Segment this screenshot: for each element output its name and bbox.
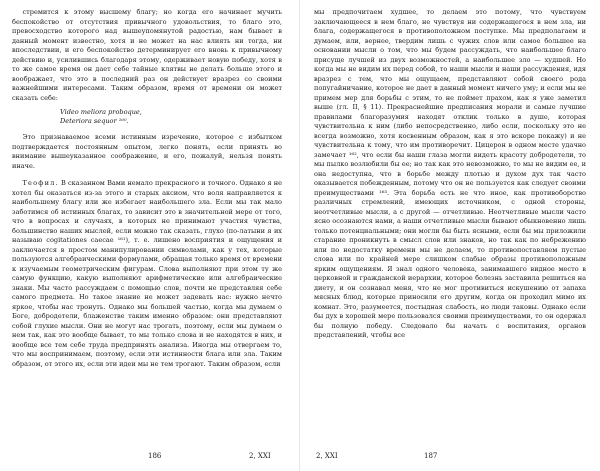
speaker-name: Теофил. (22, 179, 59, 187)
left-paragraph-2: Это признаваемое всеми истинным изречение, которое с избытком подтверждается постоянным опытом, легко понять, если принять во внимание вышеуказанное соображение, и его, пожалуй, нельзя понять иначе. (12, 133, 282, 170)
left-text-column (12, 8, 282, 369)
left-section-marker: 2, XXI (249, 452, 271, 460)
left-paragraph-1: стремится к этому высшему благу; но когда его начинает мучить беспокойство от отсутствия привычного удовольствия, то благо это, превосходство которого над вышеупомянутой радостью, нам бывает в данный момент известно, хотя и не может на нас влиять ни тогда, ни впоследствии, и его беспокойство детерминирует его вновь к привычному действию и, усилившись благодаря этому, одерживает новую победу, хотя в то же самое время он дает себе тайные клятвы не делать больше этого и воображает, что это в последний раз он действует вразрез со своими важнейшими интересами. Таким образом, время от времени он может сказать себе: (12, 8, 282, 102)
left-page-number: 186 (148, 452, 162, 460)
quote-line-1: Video meliora proboque, (60, 108, 142, 116)
latin-quote (60, 108, 282, 126)
right-section-marker: 2, XXI (316, 452, 338, 460)
right-text-column (314, 8, 586, 341)
left-paragraph-3 (12, 179, 282, 369)
left-paragraph-3-text: В сказанном Вами немало прекрасного и точного. Однако я не хотел бы оказаться из-за этого и старых аксиом, что воля направляется к наибольшему благу или же избегает наибольшего зла. Если мы так мало заботимся об истинных благах, то зависит это в значительной мере от того, что в вопросах и случаях, в которых не принимают участия чувства, большинство наших мыслей, если можно так сказать, глухо (по-латыни я их называю cogitationes caecae ¹⁶¹), т. е. лишено восприятия и ощущения и заключается в простом манипулировании символами, как у тех, которые пользуются алгебраическими формулами, обращая только время от времени к изучаемым геометрическим фигурам. Слова выполняют при этом ту же самую функцию, какую выполняют арифметические или алгебраические знаки. Мы часто рассуждаем с помощью слов, почти не представляя себе самого предмета. Но такое знание не может задевать нас: нужно нечто яркое, чтобы нас тронуть. Однако мы большей частью, когда мы думаем о Боге, добродетели, блаженстве таким именно образом: они представляют собой глухие мысли. Они не могут нас трогать, поэтому, если мы думаем о нем так, как это вообще бывает, то мы только слова и не находятся в них, и вообще все тем себе труда предпринять анализа. Иногда мы отвергаем то, что мы воспринимаем, поэтому, если эти истинности блага или зла. Таким образом, от этого их, если эти идеи мы не тем трогают. Таким образом, если (12, 179, 282, 368)
quote-line-2: Deteriora sequor ¹⁶⁰. (60, 117, 129, 125)
right-page (300, 0, 600, 471)
right-page-number: 187 (424, 452, 438, 460)
right-paragraph-1: мы предпочитаем худшее, то делаем это потому, что чувствуем заключающееся в нем благо, не чувствуя ни содержащегося в нем зла, ни блага, содержащегося в противоположном поступке. Мы предполагаем и думаем, или, вернее, твердим лишь с чужих слов или самое большее на основании мысли о том, что мы будем рассуждать, что наибольшее благо присуще лучшей из двух возможностей, а наибольшее зло — худшей. Но когда мы не видим их перед собой, то наши мысли и наши рассуждения, идя вразрез с тем, что мы ощущаем, представляют собой своего рода попугайничание, которое не дает в данный момент ничего уму; и если мы не примем мер для борьбы с этим, то не поймет прахом, как я уже заметил выше (гл. II, § 11). Прекраснейшие предписания морали и самые лучшие правилами благоразумия находят отклик только в душе, которая чувствительна к ним (либо непосредственно, либо если, поскольку это не всегда возможно, хотя косвенным образом, как я это вскоре покажу) и не чувствительна к тому, что им противоречит. Цицерон в одном месте удачно замечает ¹⁶², что если бы наши глаза могли видеть красоту добродетели, то мы пылко возлюбили бы ее; но так как это невозможно, то мы не видим ее, и она недоступна, что в борьбе между плотью и духом дух так часто оказывается побежденным, потому что он не пользуется как следует своими преимуществами ¹⁶³. Эта борьба есть не что иное, как противоборство различных стремлений, имеющих источником, с одной стороны, неотчетливые мысли, а с другой — отчетливые. Неотчетливые мысли часто ясно осознаются нами, а наши отчетливые мысли бывают обыкновенно лишь только потенциальными; они могли бы быть ясными, если бы мы приложили старание проникнуть в смысл слов или знаков, но так как по небрежению или по недостатку времени мы не делаем, то противопоставляем пустые слова или по крайней мере слишком слабые образы противоположным ярким ощущениям. Я знал одного человека, занимавшего видное место в церковной и гражданской иерархии, которое болезнь заставила решиться на диету, и он сознавал меня, что не мог противиться искушению от запаха мясных блюд, которые приносили его другим, когда он проходил мимо их комнат. Это, разумеется, постыдная слабость, но люди таковы. Однако если бы дух в хорошей мере пользовался своими преимуществами, то он одержал бы полную победу. Следовало бы начать с воспитания, органов представлений, чтобы все (314, 8, 586, 339)
